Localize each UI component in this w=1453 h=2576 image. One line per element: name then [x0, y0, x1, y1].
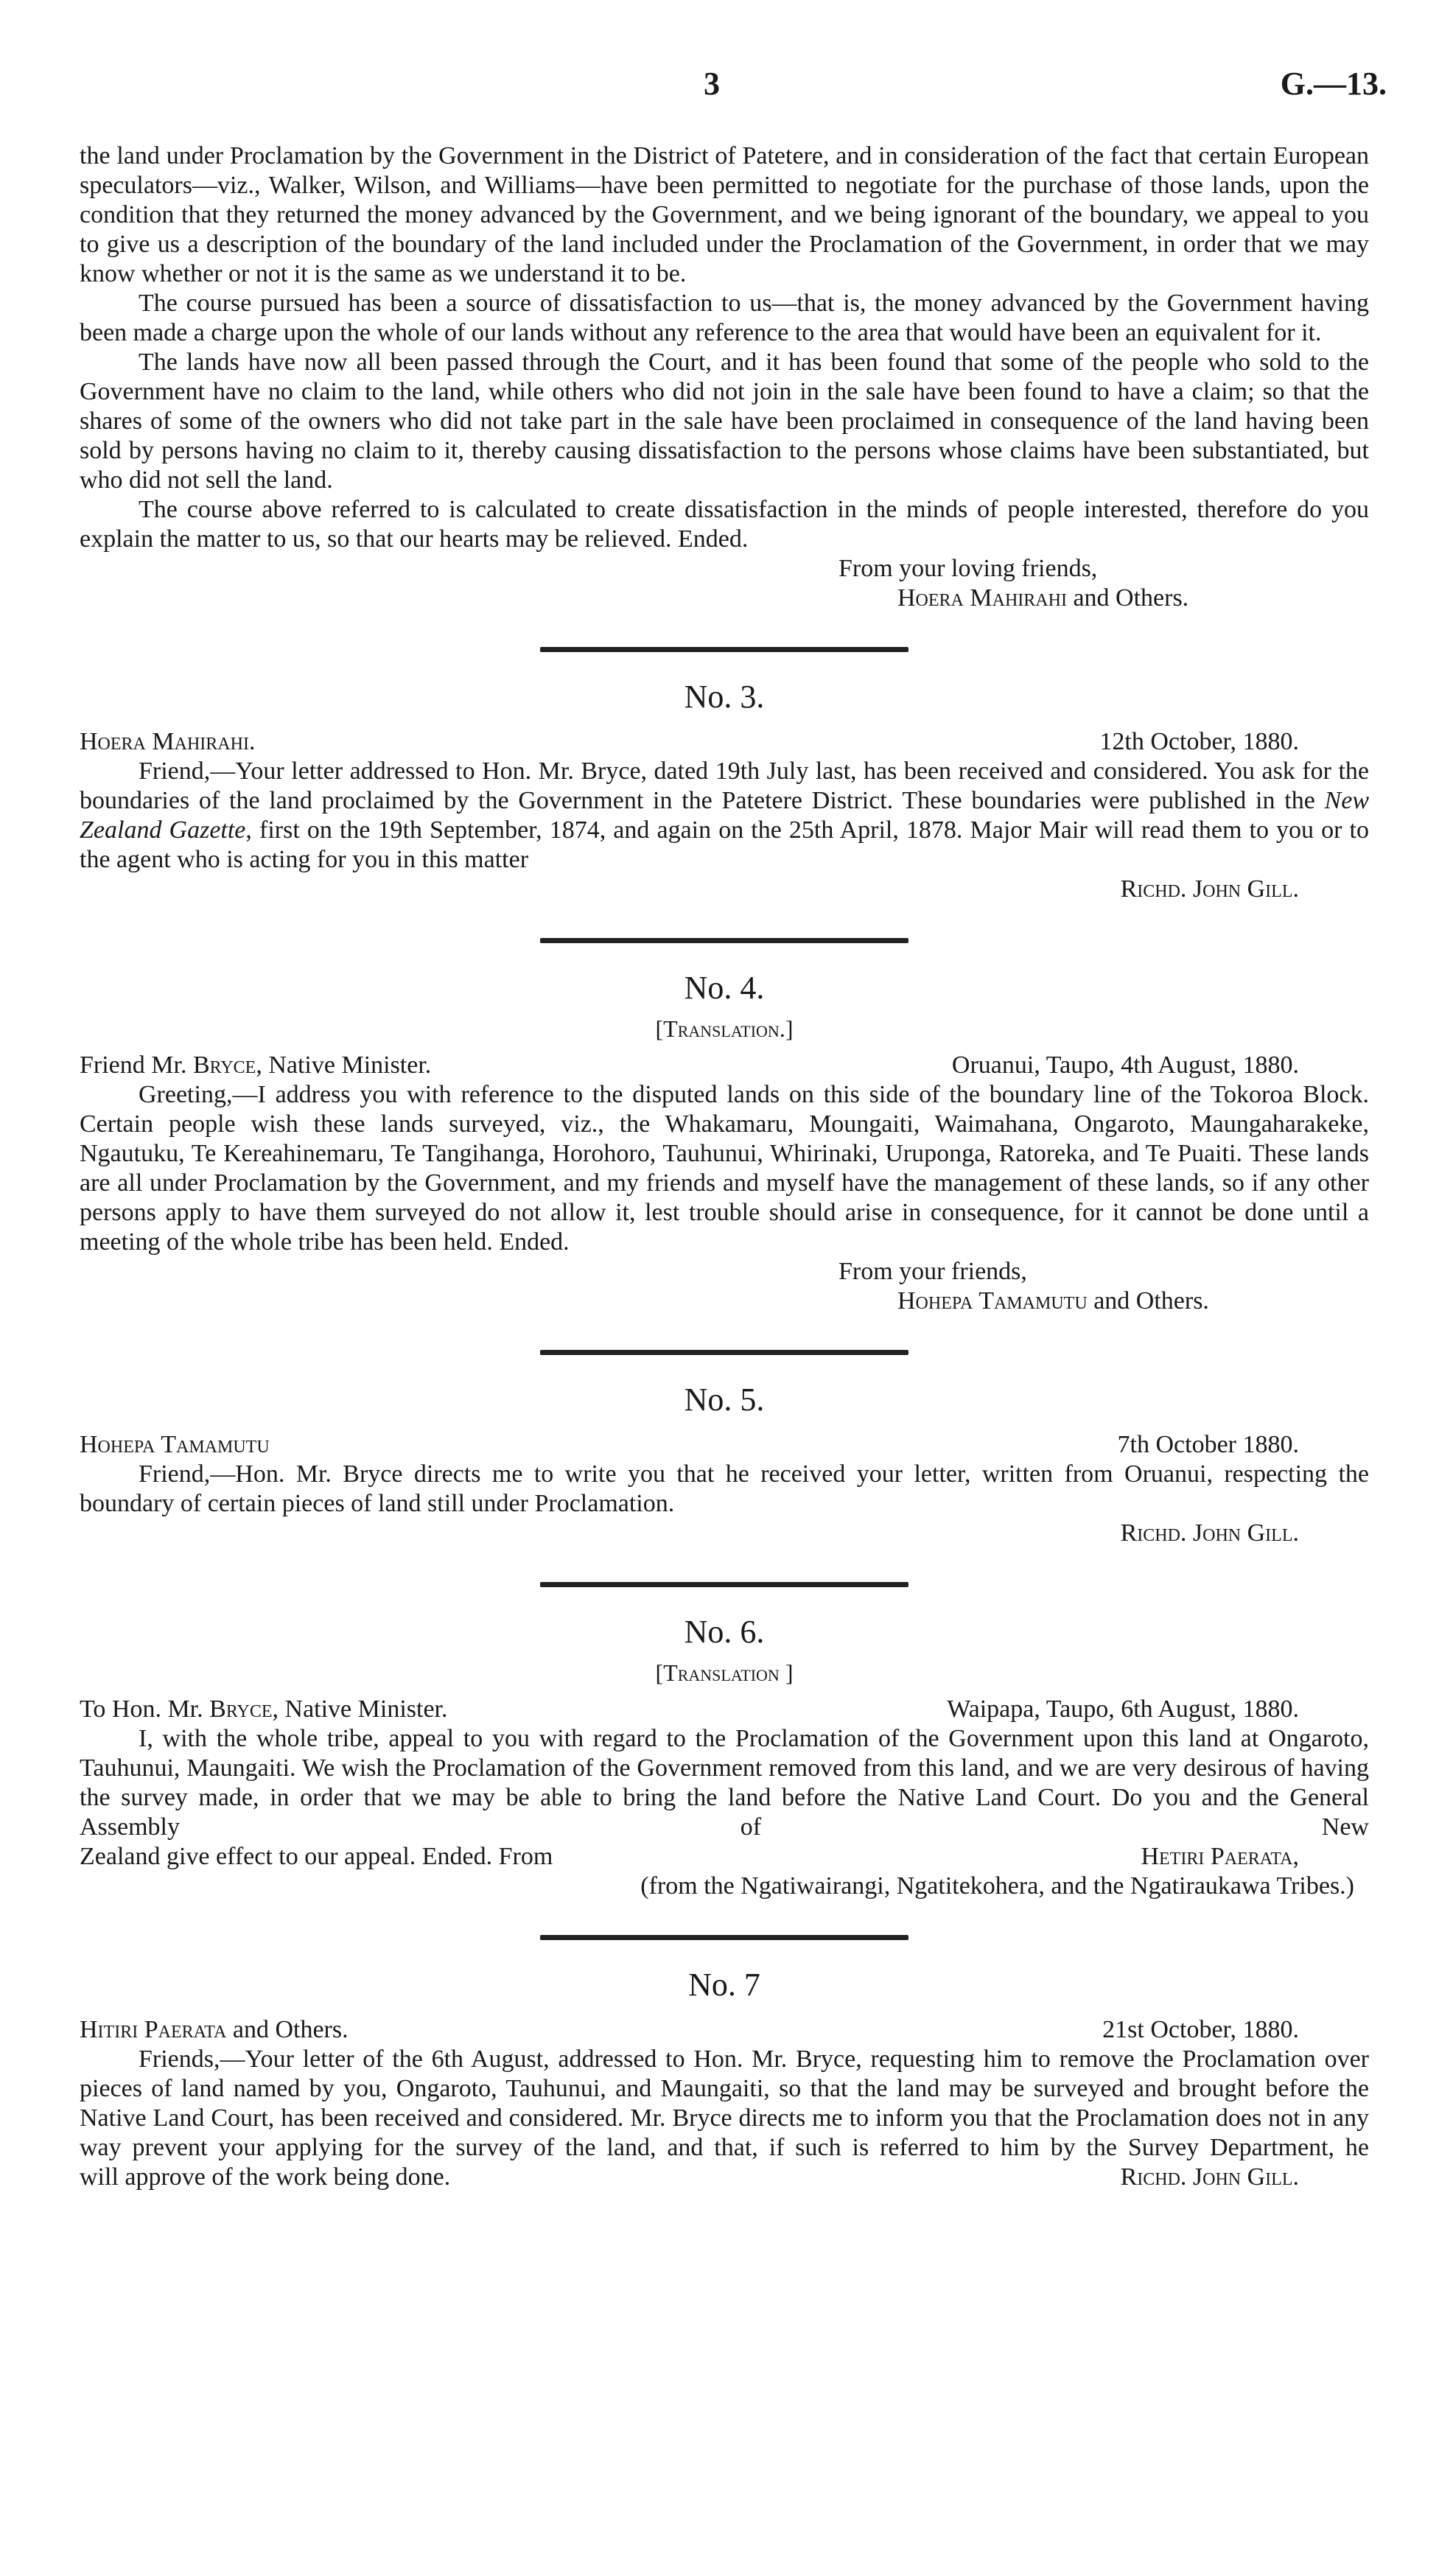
letter-date: 12th October, 1880.: [1099, 728, 1299, 755]
translation-note: [Translation ]: [655, 1659, 794, 1686]
letter-date: 7th October 1880.: [1117, 1431, 1299, 1458]
paragraph: [80, 757, 1369, 875]
section-divider: [540, 1935, 908, 1940]
closing-line: From your loving friends,: [838, 555, 1098, 582]
signature: Richd. John Gill.: [1120, 2163, 1299, 2191]
paragraph: The course above referred to is calculated to create dissatisfaction in the minds of people interested, therefore do you explain the matter to us, so that our hearts may be relieved. Ended.: [80, 496, 1369, 553]
letter-heading: No. 7: [688, 1967, 760, 2003]
signature: [80, 584, 1369, 613]
letter-no-5: [80, 1382, 1369, 1548]
translation-note: [Translation.]: [655, 1015, 794, 1042]
tribes-note: (from the Ngatiwairangi, Ngatitekohera, and the Ngatiraukawa Tribes.): [640, 1872, 1354, 1900]
letter-no-6: [80, 1614, 1369, 1901]
gazette-title: New Zealand Gazette: [80, 787, 1369, 844]
address-line: [80, 1051, 1369, 1080]
body-text: Friend,—Your letter addressed to Hon. Mr. Bryce, dated 19th July last, has been received and considered. You ask for the boundaries of the land proclaimed by the Government in the Patetere District. These boundaries were published in the: [80, 757, 1369, 814]
document-reference: G.—13.: [1280, 66, 1387, 102]
closing-line: From your friends,: [838, 1258, 1027, 1285]
letter-heading: No. 6.: [684, 1614, 765, 1650]
addressee: Hitiri Paerata and Others.: [80, 2016, 349, 2043]
addressee: To Hon. Mr. Bryce, Native Minister.: [80, 1695, 448, 1723]
section-divider: [540, 938, 908, 943]
page-content: [80, 141, 1369, 2192]
letter-no-7: [80, 1967, 1369, 2192]
body-text: will approve of the work being done.: [80, 2163, 451, 2191]
paragraph: The lands have now all been passed through the Court, and it has been found that some of the people who sold to the Government have no claim to the land, while others who did not join in the sale have been found to have a claim; so that the shares of some of the owners who did not take part in the sale have been proclaimed in consequence of the land having been sold by persons having no claim to it, thereby causing dissatisfaction to the persons whose claims have been substantiated, but who did not sell the land.: [80, 349, 1369, 494]
signer-name: Hohepa Tamamutu: [897, 1287, 1088, 1315]
letter-heading: No. 5.: [684, 1382, 765, 1418]
section-divider: [540, 647, 908, 652]
address-line: [80, 2015, 1369, 2045]
letter-heading: No. 3.: [684, 679, 765, 715]
addressee: Hohepa Tamamutu: [80, 1431, 270, 1458]
page-number: 3: [704, 66, 720, 102]
paragraph: I, with the whole tribe, appeal to you with regard to the Proclamation of the Government upon this land at Ongaroto, Tauhunui, Maungaiti. We wish the Proclamation of the Government removed from this land, and we are very desirous of having the survey made, in order that we may be able to bring the land before the Native Land Court. Do you and the General Assembly of New: [80, 1725, 1369, 1841]
paragraph: Friend,—Hon. Mr. Bryce directs me to write you that he received your letter, written from Oruanui, respecting the boundary of certain pieces of land still under Proclamation.: [80, 1460, 1369, 1517]
address-line: [80, 727, 1369, 757]
addressee: Friend Mr. Bryce, Native Minister.: [80, 1051, 432, 1079]
letter-date: 21st October, 1880.: [1102, 2016, 1299, 2043]
signature: Richd. John Gill.: [1120, 875, 1299, 903]
section-divider: [540, 1582, 908, 1587]
address-line: [80, 1430, 1369, 1460]
page-header: [0, 65, 1453, 109]
paragraph: Greeting,—I address you with reference to the disputed lands on this side of the boundary line of the Tokoroa Block. Certain people wish these lands surveyed, viz., the Whakamaru, Moungaiti, Waimahana, Ongaroto, Maungaharakeke, Ngautuku, Te Kereahinemaru, Te Tangihanga, Horohoro, Tauhunui, Whirinaki, Uruponga, Ratoreka, and Te Puaiti. These lands are all under Proclamation by the Government, and my friends and myself have the management of these lands, so if any other persons apply to have them surveyed do not allow it, lest trouble should arise in consequence, for it cannot be done until a meeting of the whole tribe has been held. Ended.: [80, 1081, 1369, 1256]
paragraph: Friends,—Your letter of the 6th August, addressed to Hon. Mr. Bryce, requesting him to remove the Proclamation over pieces of land named by you, Ongaroto, Tauhunui, and Maungaiti, so that the land may be surveyed and brought before the Native Land Court, has been received and considered. Mr. Bryce directs me to inform you that the Proclamation does not in any way prevent your applying for the survey of the land, and that, if such is referred to him by the Survey Department, he: [80, 2045, 1369, 2161]
signature: Richd. John Gill.: [1120, 1519, 1299, 1547]
body-text: , first on the 19th September, 1874, and again on the 25th April, 1878. Major Mair will read them to you or to the agent who is acting for you in this matter: [80, 816, 1369, 873]
signer-name: Hetiri Paerata,: [1141, 1843, 1299, 1870]
paragraph-end: [80, 2163, 1369, 2192]
paragraph: The course pursued has been a source of dissatisfaction to us—that is, the money advanced by the Government having been made a charge upon the whole of our lands without any reference to the area that would have been an equivalent for it.: [80, 290, 1369, 346]
letter-continuation: [80, 141, 1369, 613]
letter-heading: No. 4.: [684, 970, 765, 1006]
letter-no-3: [80, 679, 1369, 904]
addressee: Hoera Mahirahi.: [80, 728, 256, 755]
body-text: Zealand give effect to our appeal. Ended. From: [80, 1843, 553, 1870]
signer-name: Hoera Mahirahi: [897, 584, 1067, 612]
paragraph: the land under Proclamation by the Government in the District of Patetere, and in consideration of the fact that certain European speculators—viz., Walker, Wilson, and Williams—have been permitted to negotiate for the purchase of those lands, upon the condition that they returned the money advanced by the Government, and we being ignorant of the boundary, we appeal to you to give us a description of the boundary of the land included under the Proclamation of the Government, in order that we may know whether or not it is the same as we understand it to be.: [80, 142, 1369, 287]
signer-suffix: and Others.: [1073, 584, 1189, 612]
place-date: Waipapa, Taupo, 6th August, 1880.: [947, 1695, 1299, 1723]
letter-no-4: [80, 970, 1369, 1316]
place-date: Oruanui, Taupo, 4th August, 1880.: [951, 1051, 1299, 1079]
paragraph-end: [80, 1842, 1369, 1872]
address-line: [80, 1695, 1369, 1724]
signer-suffix: and Others.: [1093, 1287, 1209, 1315]
section-divider: [540, 1350, 908, 1355]
signature: [80, 1287, 1369, 1316]
